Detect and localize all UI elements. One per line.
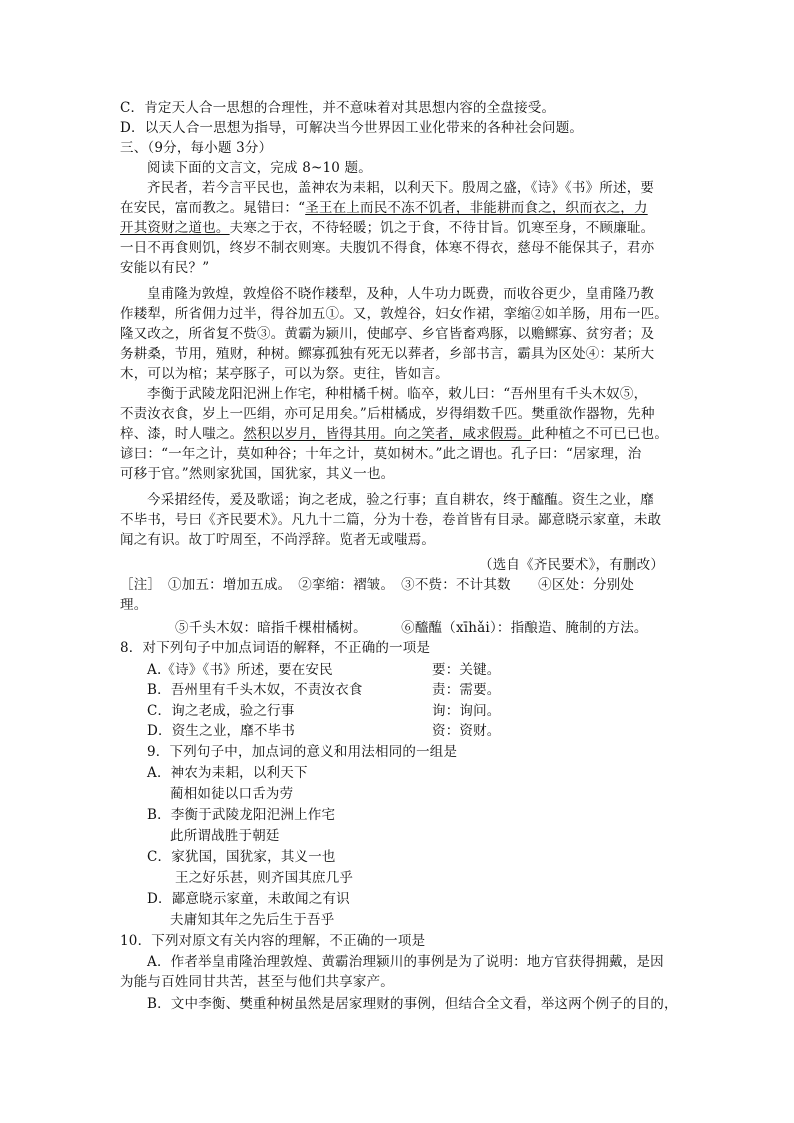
q9-option-d: D．鄙意晓示家童，未敢闻之有识 — [147, 891, 350, 907]
q9-option-a: A．神农为耒耜，以利天下 — [147, 765, 308, 781]
passage-line — [120, 218, 654, 238]
q8-option-d-gloss: 资：资财。 — [432, 723, 501, 739]
passage-line: 不责汝衣食，岁上一匹绢，亦可足用矣。”后柑橘成，岁得绢数千匹。樊重欲作器物，先种 — [120, 406, 655, 422]
passage-line: 隆又改之，所省复不赀③。黄霸为颍川，使邮亭、乡官皆畜鸡豚，以赡鳏寡、贫穷者；及 — [120, 326, 655, 342]
passage-line: 今采捃经传，爰及歌谣；询之老成，验之行事；直自耕农，终于醯醢。资生之业，靡 — [147, 492, 654, 508]
question-8-stem: 8．对下列句子中加点词语的解释，不正确的一项是 — [120, 640, 431, 656]
source-citation: （选自《齐民要术》，有删改） — [479, 557, 665, 573]
notes-line: 理。 — [120, 597, 148, 613]
passage-line: 闻之有识。故丁咛周至，不尚浮辞。览者无或嗤焉。 — [120, 532, 436, 548]
notes-line: ⑤千头木奴：暗指千棵柑橘树。 ⑥醯醢（xīhǎi）：指酿造、腌制的方法。 — [175, 620, 648, 636]
q10-option-a-cont: 为能与百姓同甘共苦，甚至与他们共享家产。 — [120, 974, 394, 990]
q9-option-b: B．李衡于武陵龙阳汜洲上作宅 — [147, 807, 336, 823]
q8-option-b: B．吾州里有千头木奴，不责汝衣食 — [147, 682, 363, 698]
q8-option-c: C．询之老成，验之行事 — [147, 703, 295, 719]
q9-option-b-pair: 此所谓战胜于朝廷 — [170, 828, 280, 844]
section-three-heading: 三、（9分，每小题 3分） — [120, 140, 273, 156]
q8-option-c-gloss: 询：询问。 — [432, 703, 501, 719]
q10-option-a: A．作者举皇甫隆治理敦煌、黄霸治理颍川的事例是为了说明：地方官获得拥戴，是因 — [147, 954, 664, 970]
passage-text: 此种植之不可已已也。 — [531, 426, 669, 442]
passage-text: 在安民，富而教之。晁错曰：“ — [120, 200, 306, 216]
passage-line: 一日不再食则饥，终岁不制衣则寒。夫腹饥不得食，体寒不得衣，慈母不能保其子，君亦 — [120, 240, 655, 256]
passage-line: 谚曰：“一年之计，莫如种谷；十年之计，莫如树木。”此之谓也。孔子曰：“居家理，治 — [120, 446, 642, 462]
underlined-sentence: 向之笑者，咸求假焉。 — [394, 426, 532, 442]
q9-option-a-pair: 蔺相如徒以口舌为劳 — [170, 786, 294, 802]
q8-option-a: A.《诗》《书》所述，要在安民 — [147, 662, 333, 678]
passage-line: 务耕桑，节用，殖财，种树。鳏寡孤独有死无以葬者，乡部书言，霸具为区处④：某所大 — [120, 346, 655, 362]
q8-option-d: D．资生之业，靡不毕书 — [147, 723, 296, 739]
q8-option-b-gloss: 责：需要。 — [432, 682, 501, 698]
underlined-sentence: 然积以岁月，皆得其用。 — [243, 426, 395, 442]
passage-line: 李衡于武陵龙阳汜洲上作宅，种柑橘千树。临卒，敕儿曰：“吾州里有千头木奴⑤， — [147, 386, 648, 402]
passage-line: 皇甫隆为敦煌，敦煌俗不晓作耧犁，及种，人牛功力既费，而收谷更少，皇甫隆乃教 — [147, 286, 654, 302]
q9-option-c: C．家犹国，国犹家，其义一也 — [147, 849, 336, 865]
passage-line: 木，可以为棺；某亭豚子，可以为祭。吏往，皆如言。 — [120, 366, 449, 382]
q9-option-c-pair: 王之好乐甚，则齐国其庶几乎 — [175, 870, 354, 886]
q9-option-d-pair: 夫庸知其年之先后生于吾乎 — [170, 912, 335, 928]
option-d-text: D．以天人合一思想为指导，可解决当今世界因工业化带来的各种社会问题。 — [120, 120, 584, 136]
q10-option-b: B．文中李衡、樊重种树虽然是居家理财的事例，但结合全文看，举这两个例子的目的， — [147, 996, 678, 1012]
underlined-sentence: 圣王在上而民不冻不饥者，非能耕而食之，织而衣之，力 — [305, 200, 648, 216]
question-9-stem: 9．下列句子中，加点词的意义和用法相同的一组是 — [147, 744, 458, 760]
notes-line: ［注］ ①加五：增加五成。 ②挛缩：褶皱。 ③不赀：不计其数 ④区处：分别处 — [120, 577, 635, 593]
q8-option-a-gloss: 要：关键。 — [432, 662, 501, 678]
passage-line: 不毕书，号曰《齐民要术》。凡九十二篇，分为十卷，卷首皆有目录。鄙意晓示家童，未敢 — [120, 512, 662, 528]
passage-line: 可移于官。”然则家犹国，国犹家，其义一也。 — [120, 466, 395, 482]
instruction-text: 阅读下面的文言文，完成 8~10 题。 — [147, 160, 372, 176]
option-c-text: C．肯定天人合一思想的合理性，并不意味着对其思想内容的全盘接受。 — [120, 100, 556, 116]
passage-line: 齐民者，若今言平民也，盖神农为耒耜，以利天下。殷周之盛，《诗》《书》所述，要 — [147, 180, 655, 196]
question-10-stem: 10．下列对原文有关内容的理解，不正确的一项是 — [120, 933, 426, 949]
passage-line — [120, 198, 648, 218]
passage-line — [120, 424, 668, 444]
passage-text: 梓、漆，时人嗤之。 — [120, 426, 244, 442]
passage-line: 作耧犁，所省佣力过半，得谷加五①。又，敦煌谷，妇女作裙，挛缩②如羊肠，用布一匹。 — [120, 306, 668, 322]
passage-line: 安能以有民？” — [120, 260, 210, 276]
passage-text: 夫寒之于衣，不待轻暖；饥之于食，不待甘旨。饥寒至身，不顾廉耻。 — [229, 220, 655, 236]
underlined-sentence: 开其资财之道也。 — [120, 220, 230, 236]
